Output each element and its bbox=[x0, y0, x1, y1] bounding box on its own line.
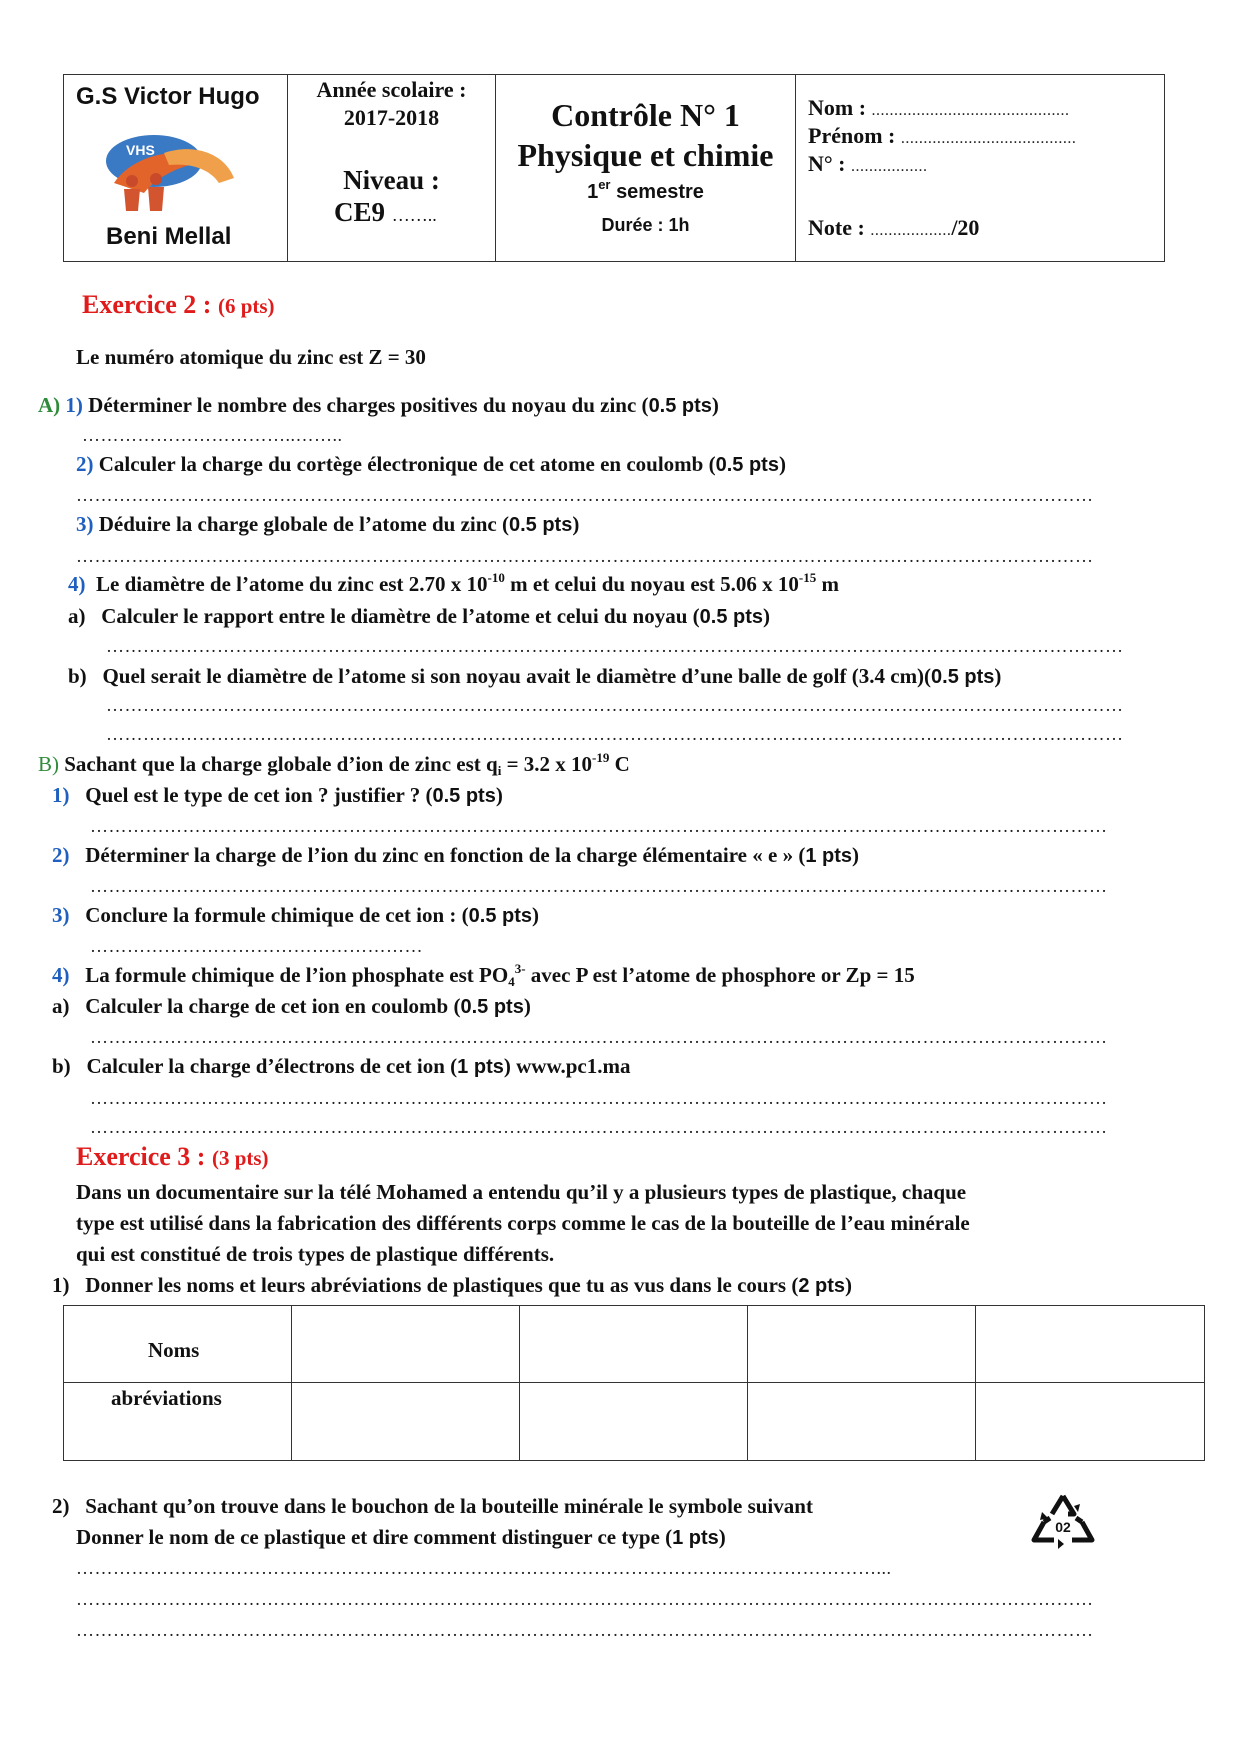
ex3-q2-answer-line-3[interactable]: ………………………………………………………………………………………………………………………………………………… bbox=[76, 1620, 1094, 1640]
b2-text: Déterminer la charge de l’ion du zinc en fonction de la charge élémentaire « e » ( bbox=[85, 843, 806, 867]
school-name: G.S Victor Hugo bbox=[76, 83, 260, 110]
ex3-q1 bbox=[52, 1273, 852, 1298]
b3-points: 0.5 pts bbox=[468, 905, 533, 927]
q4b-answer-line-2[interactable]: ………………………………………………………………………………………………………………………………………………… bbox=[106, 724, 1124, 744]
q4a-text: Calculer le rapport entre le diamètre de l’atome et celui du noyau ( bbox=[101, 604, 700, 628]
q4b-number: b) bbox=[68, 664, 87, 688]
b4a-number: a) bbox=[52, 994, 70, 1018]
number-label: N° : bbox=[808, 151, 846, 176]
ex3-q1-number: 1) bbox=[52, 1273, 70, 1297]
nom-label: Nom : bbox=[808, 95, 867, 120]
recycle-code: 02 bbox=[1055, 1519, 1071, 1535]
b4-text-b: avec P est l’atome de phosphore or Zp = 15 bbox=[525, 963, 915, 987]
school-city: Beni Mellal bbox=[106, 223, 232, 250]
q4-exponent-1: -10 bbox=[487, 570, 505, 585]
b4-number: 4) bbox=[52, 963, 70, 987]
title-cell bbox=[496, 75, 796, 261]
q1-points: 0.5 pts bbox=[648, 395, 712, 417]
b4b-close: ) bbox=[503, 1054, 511, 1078]
ex3-title: Exercice 3 : bbox=[76, 1142, 206, 1171]
level-label: Niveau : bbox=[343, 165, 440, 195]
ex2-b4a bbox=[52, 994, 531, 1019]
q4a-close: ) bbox=[763, 604, 770, 628]
q4b-close: ) bbox=[994, 664, 1002, 688]
b4-superscript: 3- bbox=[514, 961, 526, 976]
table-cell-column-1[interactable] bbox=[292, 1306, 520, 1460]
ex2-b2 bbox=[52, 843, 859, 868]
year-level-cell bbox=[288, 75, 496, 261]
q4-number: 4) bbox=[68, 572, 86, 596]
b2-close: ) bbox=[852, 843, 860, 867]
ex2-b3 bbox=[52, 903, 539, 928]
q1-close: ) bbox=[711, 393, 719, 417]
b4b-answer-line-2[interactable]: ………………………………………………………………………………………………………………………………………………… bbox=[90, 1117, 1108, 1137]
level-value: CE9 bbox=[334, 197, 386, 227]
q4b-answer-line-1[interactable]: ………………………………………………………………………………………………………………………………………………… bbox=[106, 695, 1124, 715]
q1-number: 1) bbox=[65, 393, 83, 417]
table-cell-column-4[interactable] bbox=[976, 1306, 1204, 1460]
year-value: 2017-2018 bbox=[343, 105, 440, 130]
exam-title: Contrôle N° 1 bbox=[551, 97, 740, 133]
semester-number: 1 bbox=[587, 181, 599, 203]
b2-answer-line[interactable]: ………………………………………………………………………………………………………………………………………………… bbox=[90, 876, 1108, 896]
note-field[interactable]: .................. bbox=[870, 222, 952, 239]
b4a-close: ) bbox=[523, 994, 531, 1018]
level-line bbox=[334, 197, 437, 228]
ex3-q2-line-2 bbox=[76, 1525, 726, 1550]
nom-field[interactable]: ............................................ bbox=[871, 102, 1070, 119]
b4b-answer-line-1[interactable]: ………………………………………………………………………………………………………………………………………………… bbox=[90, 1088, 1108, 1108]
exam-header bbox=[63, 74, 1165, 262]
ex3-q2-close: ) bbox=[718, 1525, 726, 1549]
b4-subscript: 4 bbox=[508, 974, 515, 989]
semester-suffix: er bbox=[598, 177, 611, 192]
b1-number: 1) bbox=[52, 783, 70, 807]
subject-title: Physique et chimie bbox=[517, 137, 774, 173]
q2-number: 2) bbox=[76, 452, 94, 476]
prenom-field[interactable]: ....................................... bbox=[900, 130, 1077, 147]
number-line bbox=[808, 151, 928, 177]
b3-answer-line[interactable]: ……………………………………………… bbox=[90, 936, 423, 956]
q4b-text: Quel serait le diamètre de l’atome si son noyau avait le diamètre d’une balle de golf (3.4 cm)( bbox=[102, 664, 932, 688]
q4a-answer-line[interactable]: ………………………………………………………………………………………………………………………………………………… bbox=[106, 636, 1124, 656]
nom-line bbox=[808, 95, 1070, 121]
ex2-b bbox=[38, 752, 630, 777]
note-label: Note : bbox=[808, 215, 865, 240]
ex2-heading bbox=[82, 290, 275, 320]
table-row-noms: Noms bbox=[148, 1338, 200, 1362]
ex3-q1-points: 2 pts bbox=[798, 1275, 846, 1297]
semester-text: semestre bbox=[616, 181, 704, 203]
q3-text: Déduire la charge globale de l’atome du zinc ( bbox=[98, 512, 509, 536]
b1-points: 0.5 pts bbox=[432, 785, 496, 807]
q3-number: 3) bbox=[76, 512, 94, 536]
logo-text: VHS bbox=[126, 142, 155, 158]
table-row-divider bbox=[64, 1382, 1204, 1383]
ex3-q2-answer-line-1[interactable]: …………………………………………………………………………………………….……………………... bbox=[76, 1558, 892, 1578]
ex2-a4a bbox=[68, 604, 770, 629]
ex3-q2-number: 2) bbox=[52, 1494, 70, 1518]
ex2-b1 bbox=[52, 783, 503, 808]
b-text-a: Sachant que la charge globale d’ion de zinc est q bbox=[64, 752, 498, 776]
year-label: Année scolaire : bbox=[316, 77, 467, 102]
q3-answer-line[interactable]: ………………………………………………………………………………………………………………………………………………… bbox=[76, 546, 1094, 566]
ex3-paragraph-2: type est utilisé dans la fabrication des différents corps comme le cas de la bouteille de l’eau minérale bbox=[76, 1211, 970, 1235]
q4a-points: 0.5 pts bbox=[699, 606, 763, 628]
b-text-c: C bbox=[609, 752, 630, 776]
ex3-q2-text-2: Donner le nom de ce plastique et dire comment distinguer ce type ( bbox=[76, 1525, 673, 1549]
number-field[interactable]: ................. bbox=[851, 158, 928, 175]
b-subscript: i bbox=[497, 763, 502, 778]
ex2-a3 bbox=[76, 512, 579, 537]
table-label-column bbox=[64, 1306, 292, 1460]
ex2-intro: Le numéro atomique du zinc est Z = 30 bbox=[76, 345, 426, 369]
student-info-cell bbox=[796, 75, 1164, 261]
b4b-points: 1 pts bbox=[457, 1056, 504, 1078]
level-dots: …….. bbox=[391, 205, 437, 225]
q1-answer-line[interactable]: ……………………………..…….. bbox=[82, 425, 343, 445]
section-a-label: A) bbox=[38, 393, 61, 417]
q4-text-b: m et celui du noyau est 5.06 x 10 bbox=[504, 572, 799, 596]
duration: Durée : 1h bbox=[601, 215, 690, 235]
b2-points: 1 pts bbox=[805, 845, 853, 867]
ex3-q1-text: Donner les noms et leurs abréviations de plastiques que tu as vus dans le cours ( bbox=[85, 1273, 799, 1297]
q2-text: Calculer la charge du cortège électronique de cet atome en coulomb ( bbox=[98, 452, 716, 476]
ex3-q2-text-1: Sachant qu’on trouve dans le bouchon de la bouteille minérale le symbole suivant bbox=[85, 1494, 813, 1518]
q4-exponent-2: -15 bbox=[798, 570, 817, 585]
table-cell-column-2[interactable] bbox=[520, 1306, 748, 1460]
ex3-q2-answer-line-2[interactable]: ………………………………………………………………………………………………………………………………………………… bbox=[76, 1589, 1094, 1609]
ex2-a1 bbox=[38, 393, 719, 418]
b2-number: 2) bbox=[52, 843, 70, 867]
ex2-points: (6 pts) bbox=[217, 294, 275, 318]
table-row-abreviations: abréviations bbox=[111, 1386, 222, 1410]
q2-points: 0.5 pts bbox=[715, 454, 779, 476]
ex2-title: Exercice 2 : bbox=[82, 290, 212, 319]
ex2-b4 bbox=[52, 963, 915, 988]
plastics-table bbox=[63, 1305, 1205, 1461]
ex3-q2-line-1 bbox=[52, 1494, 813, 1519]
ex2-a2 bbox=[76, 452, 786, 477]
b4a-points: 0.5 pts bbox=[460, 996, 524, 1018]
b4b-number: b) bbox=[52, 1054, 71, 1078]
ex3-heading bbox=[76, 1142, 269, 1172]
ex2-a4b bbox=[68, 664, 1001, 689]
q1-text: Déterminer le nombre des charges positives du noyau du zinc ( bbox=[88, 393, 649, 417]
b4-text-a: La formule chimique de l’ion phosphate est PO bbox=[85, 963, 509, 987]
q3-close: ) bbox=[572, 512, 580, 536]
ex3-q1-close: ) bbox=[845, 1273, 853, 1297]
b-exponent: -19 bbox=[592, 750, 610, 765]
b1-close: ) bbox=[495, 783, 503, 807]
school-cell bbox=[64, 75, 288, 261]
q4-text-c: m bbox=[816, 572, 839, 596]
prenom-line bbox=[808, 123, 1076, 149]
b3-number: 3) bbox=[52, 903, 70, 927]
b4b-text: Calculer la charge d’électrons de cet ion ( bbox=[86, 1054, 458, 1078]
ex2-b4b bbox=[52, 1054, 630, 1079]
b4b-website: www.pc1.ma bbox=[510, 1054, 631, 1078]
b3-text: Conclure la formule chimique de cet ion : ( bbox=[85, 903, 469, 927]
q4b-points: 0.5 pts bbox=[931, 666, 995, 688]
ex2-a4 bbox=[68, 572, 839, 597]
ex3-points: (3 pts) bbox=[211, 1146, 269, 1170]
ex3-paragraph-1: Dans un documentaire sur la télé Mohamed a entendu qu’il y a plusieurs types de plastique, chaque bbox=[76, 1180, 967, 1204]
q2-close: ) bbox=[778, 452, 786, 476]
b1-answer-line[interactable]: ………………………………………………………………………………………………………………………………………………… bbox=[90, 816, 1108, 836]
note-line bbox=[808, 215, 979, 241]
b4a-text: Calculer la charge de cet ion en coulomb ( bbox=[85, 994, 461, 1018]
section-b-label: B) bbox=[38, 752, 59, 776]
b3-close: ) bbox=[532, 903, 540, 927]
prenom-label: Prénom : bbox=[808, 123, 896, 148]
recycle-symbol-icon bbox=[1030, 1492, 1096, 1554]
ex3-paragraph-3: qui est constitué de trois types de plastique différents. bbox=[76, 1242, 555, 1266]
note-max: /20 bbox=[951, 215, 980, 240]
b1-text: Quel est le type de cet ion ? justifier ? ( bbox=[85, 783, 433, 807]
q3-points: 0.5 pts bbox=[508, 514, 573, 536]
school-logo bbox=[94, 123, 244, 223]
q4-text-a: Le diamètre de l’atome du zinc est 2.70 x 10 bbox=[96, 572, 488, 596]
semester bbox=[496, 177, 795, 204]
ex3-q2-points: 1 pts bbox=[672, 1527, 719, 1549]
b-text-b: = 3.2 x 10 bbox=[501, 752, 593, 776]
b4a-answer-line[interactable]: ………………………………………………………………………………………………………………………………………………… bbox=[90, 1027, 1108, 1047]
q4a-number: a) bbox=[68, 604, 86, 628]
table-cell-column-3[interactable] bbox=[748, 1306, 976, 1460]
q2-answer-line[interactable]: ………………………………………………………………………………………………………………………………………………… bbox=[76, 485, 1094, 505]
